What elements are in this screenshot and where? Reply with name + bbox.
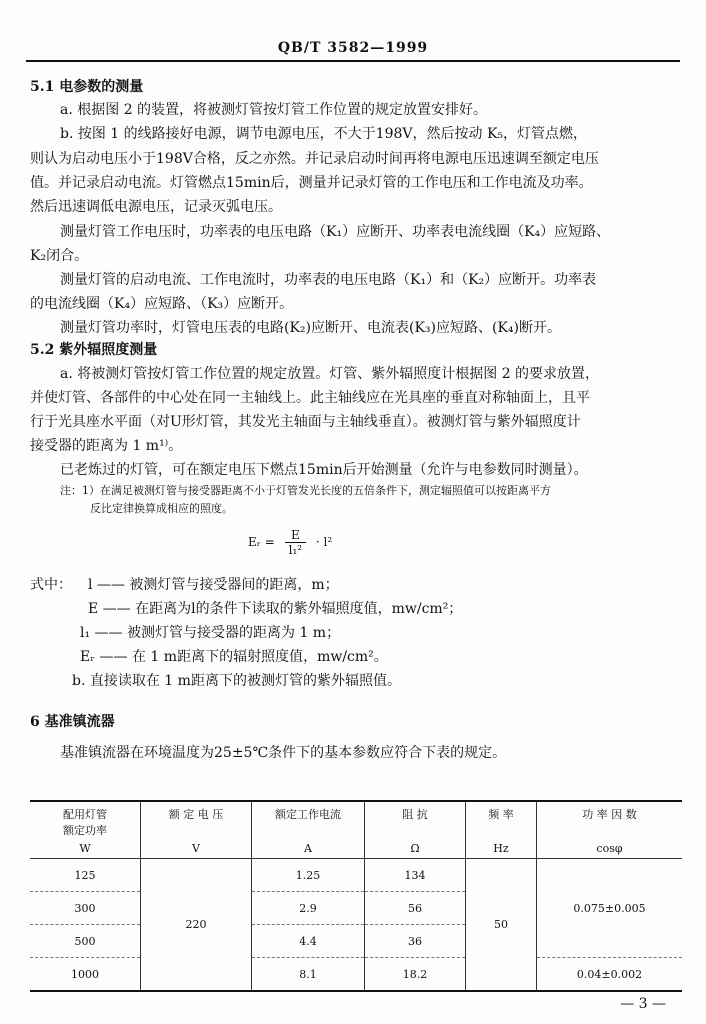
note-line1: 注：1）在满足被测灯管与接受器距离不小于灯管发光长度的五倍条件下，测定辐照值可以按距离平方 xyxy=(60,484,551,497)
header-impedance: 阻 抗 xyxy=(365,801,466,838)
s51-para3-line2: 的电流线圈（K₄）应短路、（K₃）应断开。 xyxy=(30,296,294,312)
formula-denominator: l₁² xyxy=(288,543,303,557)
s51-item-b-line3: 值。并记录启动电流。灯管燃点15min后，测量并记录灯管的工作电压和工作电流及功率。 xyxy=(30,175,593,191)
table-row xyxy=(30,859,682,892)
section-6-heading: 6 基准镇流器 xyxy=(30,714,115,730)
page-number: — 3 — xyxy=(620,996,666,1012)
unit-v: V xyxy=(141,838,252,859)
unit-a: A xyxy=(252,838,365,859)
header-rated-power: 配用灯管 额定功率 xyxy=(63,808,107,837)
s51-para2-line2: K₂闭合。 xyxy=(30,248,89,264)
where-item-3: l₁ —— 被测灯管与接受器的距离为 1 m； xyxy=(80,625,341,641)
header-rule xyxy=(26,60,680,62)
cell-power: 1000 xyxy=(71,967,99,981)
header-rated-current: 额定工作电流 xyxy=(252,801,365,838)
ballast-parameter-table xyxy=(30,800,682,992)
formula-numerator: E xyxy=(285,528,306,543)
header-power-factor: 功 率 因 数 xyxy=(537,801,683,838)
s51-item-a: a. 根据图 2 的装置，将被测灯管按灯管工作位置的规定放置安排好。 xyxy=(60,102,488,118)
where-item-1: l —— 被测灯管与接受器间的距离，m； xyxy=(88,577,339,593)
s52-item-a-line2: 并使灯管、各部件的中心处在同一主轴线上。此主轴线应在光具座的垂直对称轴面上，且平 xyxy=(30,390,590,406)
cell-frequency: 50 xyxy=(466,859,537,992)
cell-current: 2.9 xyxy=(252,892,365,925)
cell-power: 500 xyxy=(30,925,141,958)
cell-impedance: 18.2 xyxy=(365,958,466,992)
cell-power: 125 xyxy=(30,859,141,892)
unit-hz: Hz xyxy=(466,838,537,859)
formula-tail: · l² xyxy=(315,535,333,549)
section-6-intro: 基准镇流器在环境温度为25±5℃条件下的基本参数应符合下表的规定。 xyxy=(60,745,507,761)
cell-power: 300 xyxy=(30,892,141,925)
irradiance-formula xyxy=(248,528,332,557)
s52-item-a-line4: 接受器的距离为 1 m¹⁾。 xyxy=(30,438,183,454)
unit-ohm: Ω xyxy=(365,838,466,859)
cell-current: 4.4 xyxy=(252,925,365,958)
cell-current: 8.1 xyxy=(252,958,365,992)
s51-item-b-line4: 然后迅速调低电源电压，记录灭弧电压。 xyxy=(30,199,282,215)
note-line2: 反比定律换算成相应的照度。 xyxy=(90,502,233,515)
unit-cosphi: cosφ xyxy=(537,838,683,859)
header-frequency: 频 率 xyxy=(466,801,537,838)
s52-item-a-line3: 行于光具座水平面（对U形灯管，其发光主轴面与主轴线垂直）。被测灯管与紫外辐照度计 xyxy=(30,414,581,430)
s52-item-b: b. 直接读取在 1 m距离下的被测灯管的紫外辐照值。 xyxy=(72,673,401,689)
s51-para4: 测量灯管功率时，灯管电压表的电路(K₂)应断开、电流表(K₃)应短路、(K₄)断开。 xyxy=(60,320,561,336)
header-rated-voltage: 额 定 电 压 xyxy=(141,801,252,838)
table-units-row xyxy=(30,838,682,859)
section-5-2-heading: 5.2 紫外辐照度测量 xyxy=(30,342,158,358)
standard-code-header: QB/T 3582—1999 xyxy=(277,40,429,56)
where-item-4: Eᵣ —— 在 1 m距离下的辐射照度值，mw/cm²。 xyxy=(80,649,388,665)
formula-fraction xyxy=(285,528,306,557)
cell-impedance: 56 xyxy=(365,892,466,925)
where-label: 式中： xyxy=(30,577,72,593)
formula-lhs: Eᵣ = xyxy=(248,535,275,549)
cell-voltage: 220 xyxy=(141,859,252,992)
where-item-2: E —— 在距离为l的条件下读取的紫外辐照度值，mw/cm²； xyxy=(88,601,463,617)
s51-para2-line1: 测量灯管工作电压时，功率表的电压电路（K₁）应断开、功率表电流线圈（K₄）应短路、 xyxy=(60,224,611,240)
cell-power-factor-main: 0.075±0.005 xyxy=(537,859,683,958)
unit-w: W xyxy=(30,838,141,859)
table-header-row xyxy=(30,801,682,838)
s51-item-b-line2: 则认为启动电压小于198V合格，反之亦然。并记录启动时间再将电源电压迅速调至额定电压 xyxy=(30,151,599,167)
section-5-1-heading: 5.1 电参数的测量 xyxy=(30,79,144,95)
s52-para2: 已老炼过的灯管，可在额定电压下燃点15min后开始测量（允许与电参数同时测量）。 xyxy=(60,462,588,478)
table-row xyxy=(30,958,682,992)
cell-power-factor-last: 0.04±0.002 xyxy=(537,958,683,992)
s52-item-a-line1: a. 将被测灯管按灯管工作位置的规定放置。灯管、紫外辐照度计根据图 2 的要求放置， xyxy=(60,366,600,382)
cell-current: 1.25 xyxy=(252,859,365,892)
s51-para3-line1: 测量灯管的启动电流、工作电流时，功率表的电压电路（K₁）和（K₂）应断开。功率表 xyxy=(60,272,597,288)
cell-impedance: 36 xyxy=(365,925,466,958)
cell-impedance: 134 xyxy=(365,859,466,892)
s51-item-b-line1: b. 按图 1 的线路接好电源，调节电源电压，不大于198V，然后按动 K₅，灯管点燃， xyxy=(60,126,588,142)
